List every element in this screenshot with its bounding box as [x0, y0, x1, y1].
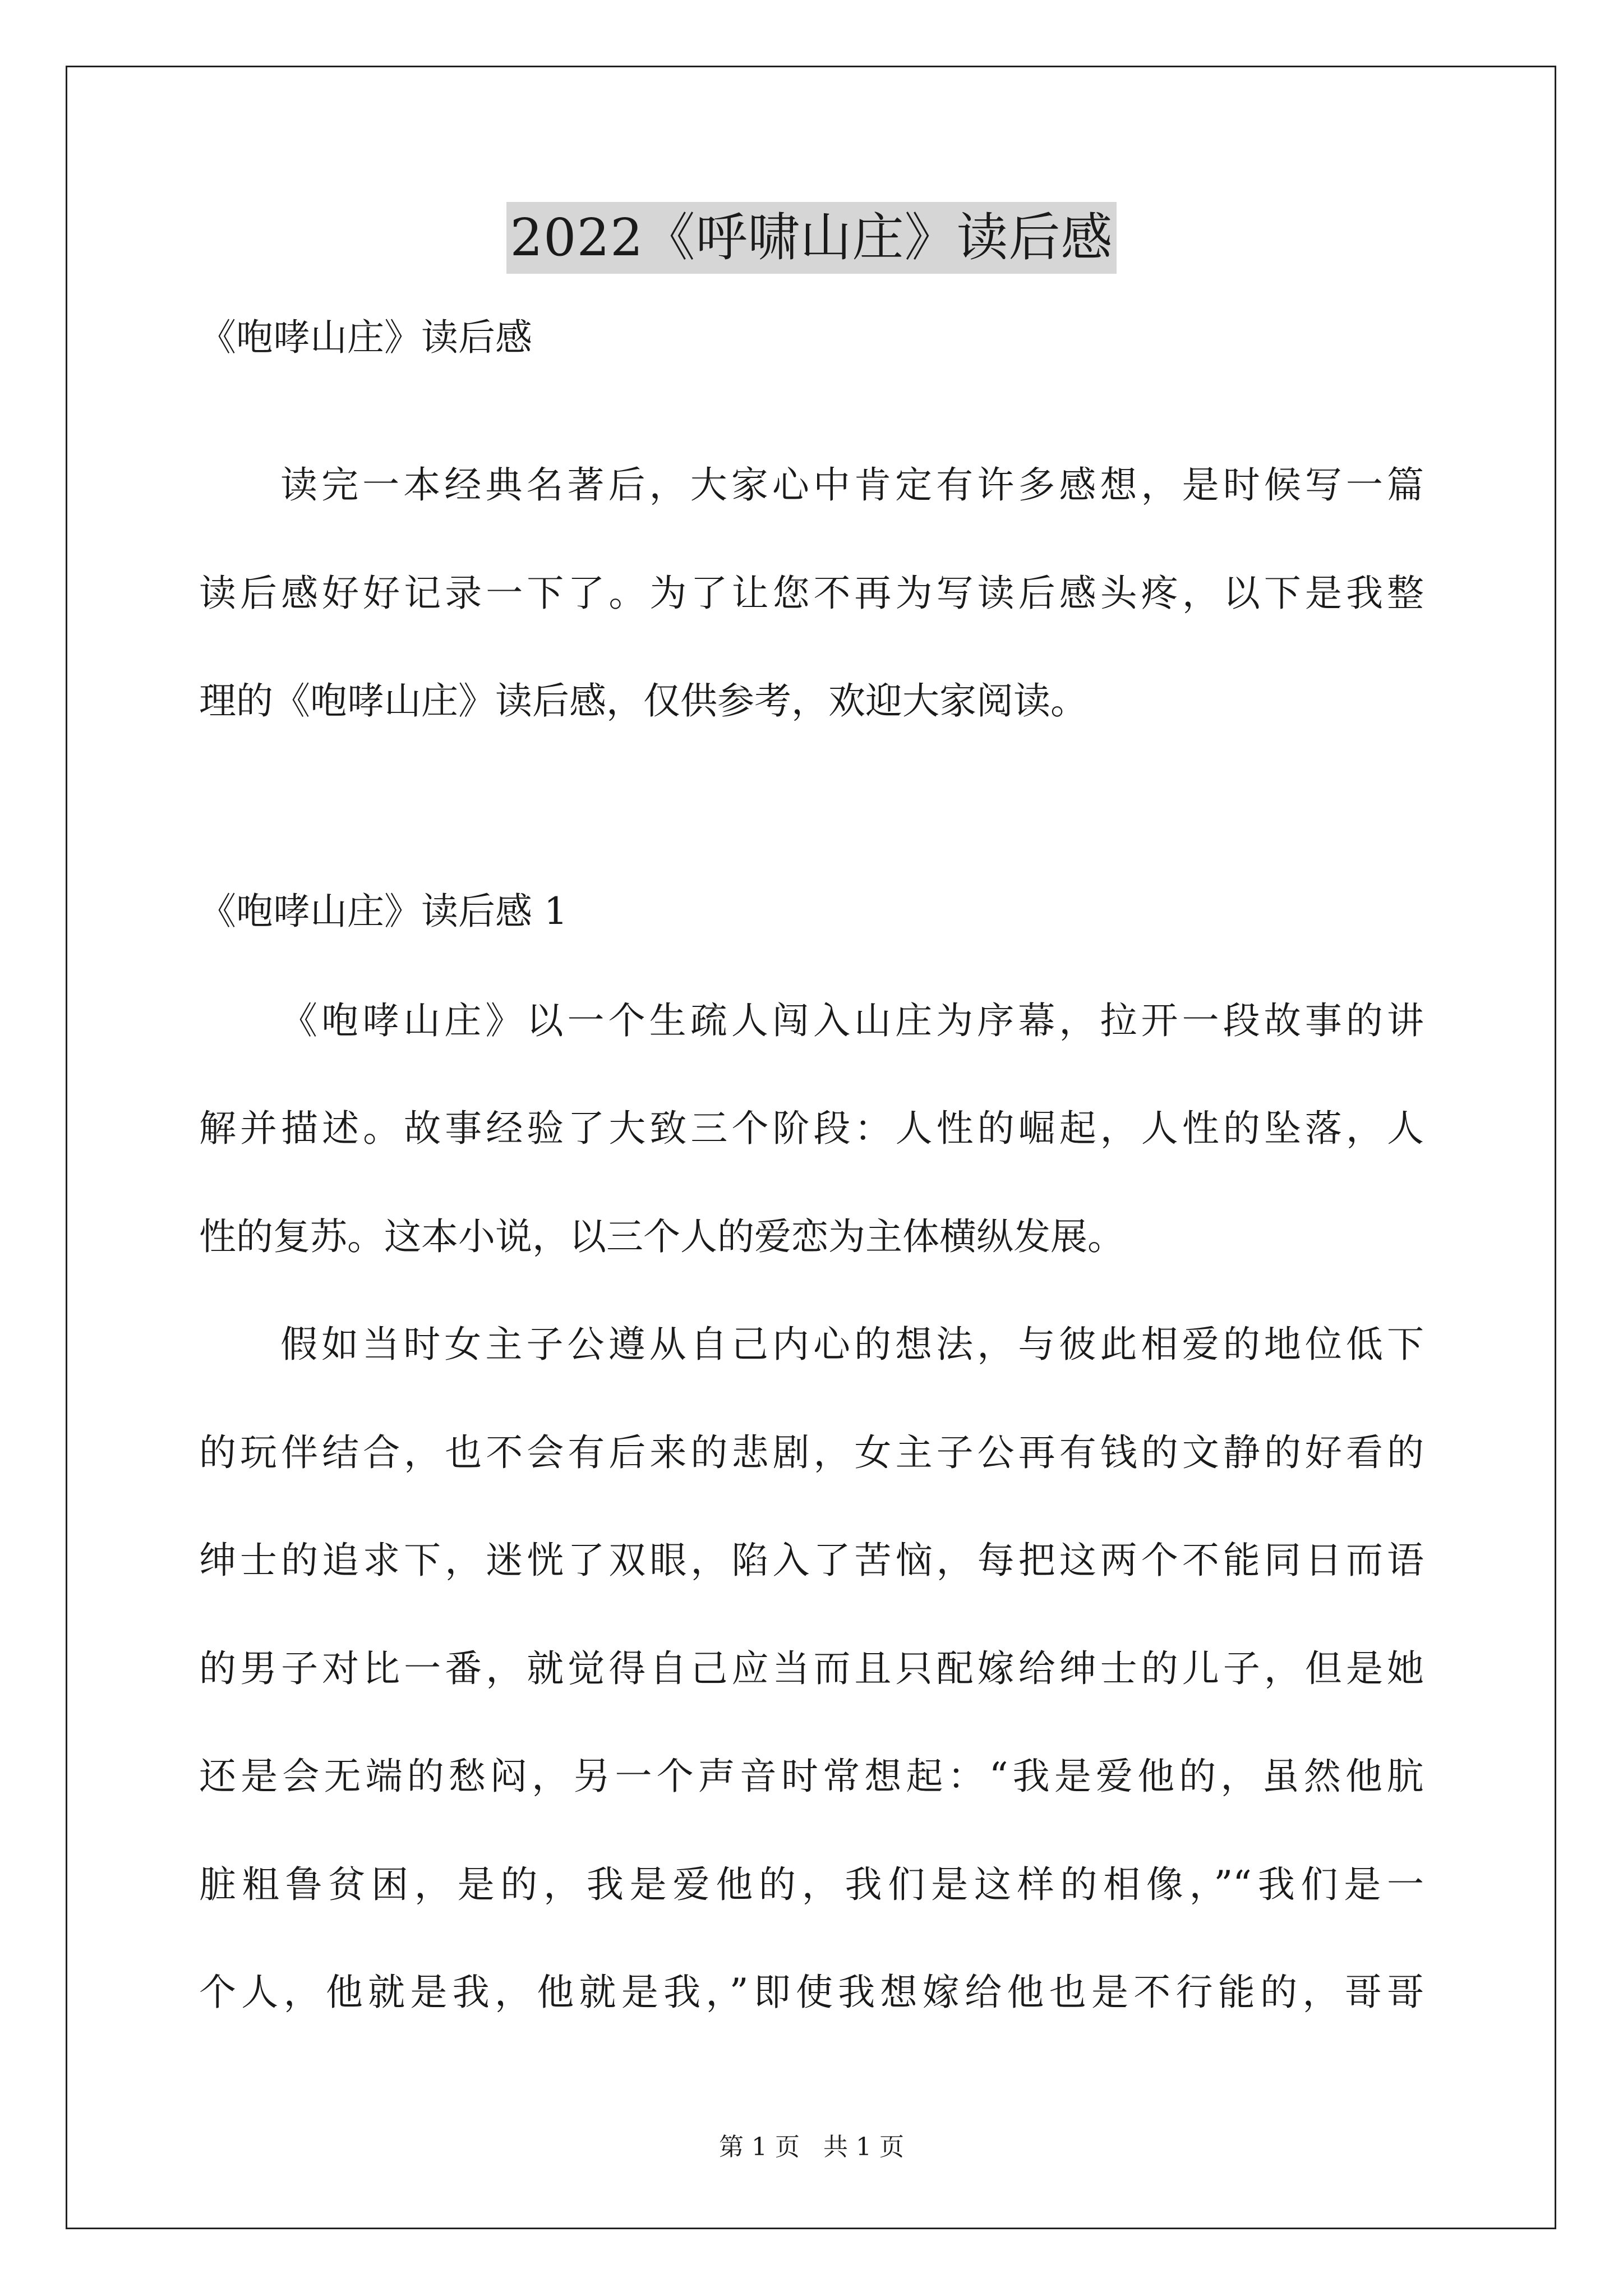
title-container	[0, 202, 1623, 274]
page-number-current: 第 1 页	[719, 2133, 800, 2161]
paragraph-line: 脏粗鲁贫困，是的，我是爱他的，我们是这样的相像，”“我们是一	[199, 1863, 1424, 1906]
paragraph-line: 假如当时女主子公遵从自己内心的想法，与彼此相爱的地位低下	[280, 1323, 1424, 1366]
paragraph-line: 个人，他就是我，他就是我，”即使我想嫁给他也是不行能的，哥哥	[199, 1971, 1424, 2014]
paragraph-line: 的玩伴结合，也不会有后来的悲剧，女主子公再有钱的文静的好看的	[199, 1431, 1424, 1474]
intro-line: 理的《咆哮山庄》读后感，仅供参考，欢迎大家阅读。	[199, 679, 1087, 723]
paragraph-line: 性的复苏。这本小说，以三个人的爱恋为主体横纵发展。	[199, 1215, 1124, 1258]
paragraph-line: 《咆哮山庄》以一个生疏人闯入山庄为序幕，拉开一段故事的讲	[280, 999, 1424, 1042]
paragraph-line: 的男子对比一番，就觉得自己应当而且只配嫁给绅士的儿子，但是她	[199, 1647, 1424, 1690]
document-subtitle: 《咆哮山庄》读后感	[199, 316, 532, 359]
paragraph-line: 解并描述。故事经验了大致三个阶段：人性的崛起，人性的坠落，人	[199, 1107, 1424, 1150]
document-title: 2022《呼啸山庄》读后感	[506, 202, 1116, 274]
section-heading: 《咆哮山庄》读后感 1	[199, 890, 568, 933]
paragraph-line: 还是会无端的愁闷，另一个声音时常想起：“我是爱他的，虽然他肮	[199, 1755, 1424, 1798]
page-number-total: 共 1 页	[823, 2133, 904, 2161]
intro-line: 读完一本经典名著后，大家心中肯定有许多感想，是时候写一篇	[280, 463, 1424, 507]
intro-line: 读后感好好记录一下了。为了让您不再为写读后感头疼，以下是我整	[199, 572, 1424, 615]
paragraph-line: 绅士的追求下，迷恍了双眼，陷入了苦恼，每把这两个不能同日而语	[199, 1539, 1424, 1582]
page-footer	[0, 2132, 1623, 2163]
